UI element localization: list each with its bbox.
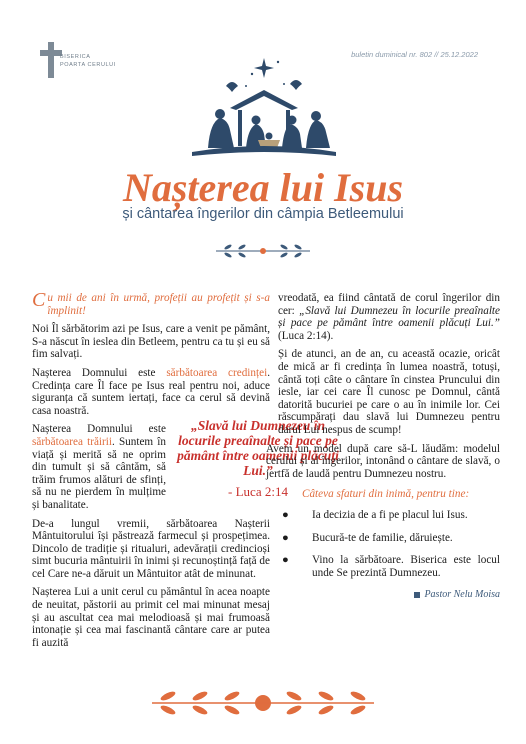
tip-item: ● Vino la sărbătoare. Biserica este locul unde Se prezintă Dumnezeu. (282, 554, 500, 579)
right-column (266, 292, 500, 602)
footer-ornament (138, 686, 388, 720)
church-logo (40, 42, 116, 82)
right-paragraph-2: Și de atunci, an de an, cu această ocazie, oricât de mică ar fi credința în lumea noastră, totuși, cântă toți câte o cântare în cinstea Pruncului din iesle, iar cei care Îl cunosc pe Domnul, cântă datorită bucuriei pe care o au în inimile lor. Cei răscumpărați dau slavă lui Dumnezeu pentru darul Lui nespus de scump! (278, 348, 500, 436)
sprig-ornament (212, 240, 314, 262)
paragraph-5: Nașterea Lui a unit cerul cu pământul în acea noapte de neuitat, păstorii au primit cel mai minunat mesaj și au ascultat cea mai melodioasă și mai frumoasă intonație și cea mai fascinantă cântare care ar putea fi auzită (32, 586, 270, 649)
nativity-illustration (186, 56, 342, 160)
pull-quote-text: „Slavă lui Dumnezeu în locurile preaînalte și pace pe pământ între oamenii plăcuți Lui.” (177, 418, 339, 478)
author-signature: Pastor Nelu Moisa (278, 589, 500, 602)
right-paragraph-3: Avem un model după care să-L lăudăm: modelul cerului și al îngerilor, intonând o cântare de slavă, o jertfă de laudă pentru Dumnezeu nostru. (266, 442, 500, 480)
tip-item: ● Bucură-te de familie, dăruiește. (282, 531, 453, 544)
right-paragraph-1: vreodată, ea fiind cântată de corul îngerilor din cer: „Slavă lui Dumnezeu în locurile preaînalte și pace pe pământ între oamenii plăcuți Lui.” (Luca 2:14). (278, 292, 500, 342)
bullet-icon: ● (282, 554, 289, 567)
cross-icon (40, 42, 62, 78)
bullet-icon: ● (282, 508, 289, 521)
tip-item: ● Ia decizia de a fi pe placul lui Isus. (282, 508, 468, 521)
bulletin-info: buletin duminical nr. 802 // 25.12.2022 (351, 50, 478, 59)
logo-line-1: BISERICA (60, 54, 91, 60)
page-subtitle: și cântarea îngerilor din câmpia Betleemului (122, 206, 404, 222)
paragraph-3: Nașterea Domnului este sărbătoarea trăirii. Suntem în viață și merită să ne oprim din tumult și să cântăm, să trăim frumos alături de sfinți, să nu ne pierdem în mulțime și banalitate. (32, 423, 167, 511)
paragraph-1: Noi Îl sărbătorim azi pe Isus, care a venit pe pământ, S-a născut în ieslea din Betleem, pentru ca tu și eu să fim salvați. (32, 323, 270, 361)
drop-cap: C (32, 289, 46, 311)
square-icon (414, 592, 420, 598)
bullet-icon: ● (282, 531, 289, 544)
intro-paragraph: Cu mii de ani în urmă, profeții au profețit și s-a împlinit! (32, 289, 270, 317)
pull-quote-reference: - Luca 2:14 (228, 484, 288, 499)
logo-line-2: POARTA CERULUI (60, 62, 116, 68)
page-title: Nașterea lui Isus (122, 165, 404, 210)
tips-title: Câteva sfaturi din inimă, pentru tine: (302, 488, 470, 501)
paragraph-4: De-a lungul vremii, sărbătoarea Nașterii Mântuitorului își păstrează farmecul și prospețimea. Dincolo de tradiție și ritualuri, adevărații credincioși simt bucuria mântuirii în inimi și recunoștință față de cel Care ne-a dăruit un Mântuitor atât de minunat. (32, 517, 270, 580)
paragraph-2: Nașterea Domnului este sărbătoarea credinței. Credința care Îl face pe Isus real pentru noi, aduce siguranța că suntem iertați, face ca cerul să devină casa noastră. (32, 366, 270, 417)
